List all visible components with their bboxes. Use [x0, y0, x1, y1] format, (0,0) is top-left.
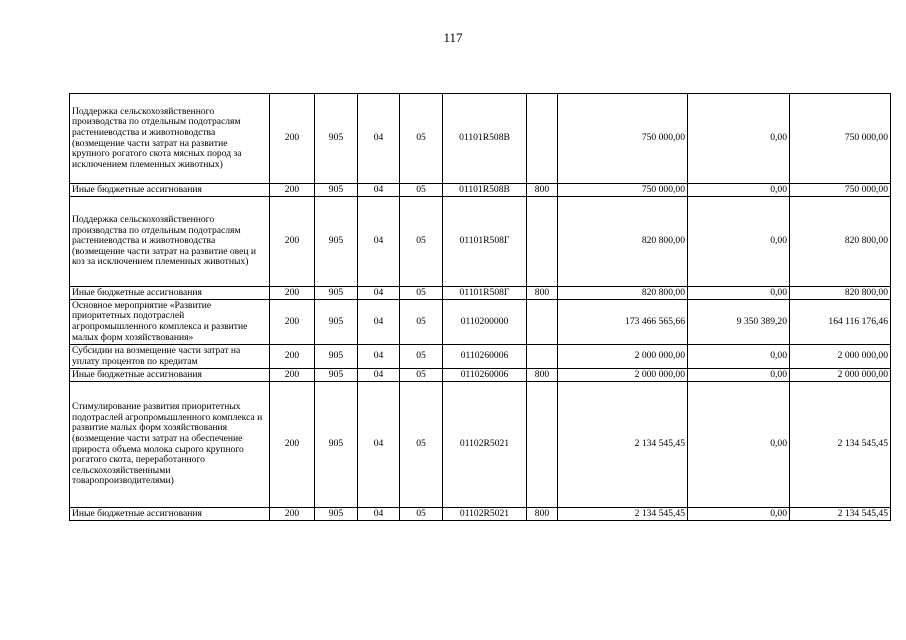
row-sum-1: 2 134 545,45: [558, 508, 688, 521]
row-sum-2: 0,00: [688, 382, 790, 508]
row-col-905: 905: [315, 300, 358, 345]
row-col-subsection: 05: [400, 369, 443, 382]
row-sum-3: 164 116 176,46: [790, 300, 891, 345]
row-sum-1: 2 000 000,00: [558, 345, 688, 369]
row-target-code: 0110200000: [443, 300, 527, 345]
row-sum-2: 0,00: [688, 197, 790, 287]
row-col-905: 905: [315, 345, 358, 369]
row-col-200: 200: [270, 508, 315, 521]
table-body: [70, 94, 891, 521]
row-target-code: 01101R508В: [443, 94, 527, 184]
row-col-section: 04: [358, 369, 400, 382]
row-target-code: 01101R508В: [443, 184, 527, 197]
row-sum-2: 0,00: [688, 345, 790, 369]
row-sum-2: 0,00: [688, 184, 790, 197]
row-col-section: 04: [358, 508, 400, 521]
row-col-905: 905: [315, 287, 358, 300]
row-sum-3: 2 000 000,00: [790, 345, 891, 369]
row-col-200: 200: [270, 382, 315, 508]
row-col-subsection: 05: [400, 287, 443, 300]
row-sum-3: 2 134 545,45: [790, 508, 891, 521]
row-target-code: 01101R508Г: [443, 287, 527, 300]
row-sum-2: 0,00: [688, 508, 790, 521]
row-expense-type: 800: [527, 287, 558, 300]
row-name: Иные бюджетные ассигнования: [70, 184, 270, 197]
row-expense-type: 800: [527, 508, 558, 521]
row-col-subsection: 05: [400, 184, 443, 197]
table-row: [70, 197, 891, 287]
row-sum-3: 750 000,00: [790, 94, 891, 184]
row-target-code: 01101R508Г: [443, 197, 527, 287]
row-name: Поддержка сельскохозяйственного производства по отдельным подотраслям растениеводства и животноводства (возмещение части затрат на развитие крупного рогатого скота мясных пород за исключением племенных животных): [70, 94, 270, 184]
row-col-200: 200: [270, 345, 315, 369]
row-col-905: 905: [315, 369, 358, 382]
row-expense-type: 800: [527, 184, 558, 197]
table-row: [70, 94, 891, 184]
row-col-200: 200: [270, 184, 315, 197]
row-sum-1: 820 800,00: [558, 197, 688, 287]
row-col-section: 04: [358, 345, 400, 369]
row-name: Поддержка сельскохозяйственного производства по отдельным подотраслям растениеводства и животноводства (возмещение части затрат на развитие овец и коз за исключением племенных животных): [70, 197, 270, 287]
row-expense-type: [527, 197, 558, 287]
row-col-section: 04: [358, 94, 400, 184]
row-col-905: 905: [315, 184, 358, 197]
table-row: [70, 184, 891, 197]
row-target-code: 01102R5021: [443, 382, 527, 508]
row-expense-type: [527, 345, 558, 369]
row-expense-type: [527, 382, 558, 508]
row-sum-2: 0,00: [688, 94, 790, 184]
row-sum-1: 2 000 000,00: [558, 369, 688, 382]
row-sum-3: 2 000 000,00: [790, 369, 891, 382]
row-sum-1: 750 000,00: [558, 94, 688, 184]
row-sum-3: 2 134 545,45: [790, 382, 891, 508]
page-number: 117: [443, 30, 463, 45]
row-col-905: 905: [315, 197, 358, 287]
table-row: [70, 287, 891, 300]
row-col-905: 905: [315, 94, 358, 184]
row-sum-3: 750 000,00: [790, 184, 891, 197]
row-target-code: 01102R5021: [443, 508, 527, 521]
row-col-subsection: 05: [400, 300, 443, 345]
row-col-subsection: 05: [400, 94, 443, 184]
table-row: [70, 382, 891, 508]
row-name: Основное мероприятие «Развитие приоритетных подотраслей агропромышленного комплекса и развитие малых форм хозяйствования»: [70, 300, 270, 345]
row-sum-3: 820 800,00: [790, 197, 891, 287]
row-expense-type: [527, 300, 558, 345]
row-sum-1: 2 134 545,45: [558, 382, 688, 508]
row-col-200: 200: [270, 300, 315, 345]
row-sum-2: 0,00: [688, 287, 790, 300]
row-sum-2: 9 350 389,20: [688, 300, 790, 345]
row-name: Иные бюджетные ассигнования: [70, 287, 270, 300]
row-col-905: 905: [315, 508, 358, 521]
row-col-905: 905: [315, 382, 358, 508]
row-expense-type: 800: [527, 369, 558, 382]
row-col-subsection: 05: [400, 508, 443, 521]
row-sum-1: 820 800,00: [558, 287, 688, 300]
table-row: [70, 345, 891, 369]
row-col-subsection: 05: [400, 197, 443, 287]
table-row: [70, 369, 891, 382]
row-name: Субсидии на возмещение части затрат на уплату процентов по кредитам: [70, 345, 270, 369]
row-col-subsection: 05: [400, 345, 443, 369]
row-col-200: 200: [270, 369, 315, 382]
table-row: [70, 508, 891, 521]
row-col-200: 200: [270, 287, 315, 300]
row-col-section: 04: [358, 184, 400, 197]
row-col-section: 04: [358, 382, 400, 508]
row-name: Иные бюджетные ассигнования: [70, 508, 270, 521]
row-name: Иные бюджетные ассигнования: [70, 369, 270, 382]
row-sum-3: 820 800,00: [790, 287, 891, 300]
row-sum-1: 173 466 565,66: [558, 300, 688, 345]
row-sum-2: 0,00: [688, 369, 790, 382]
budget-table: [69, 93, 891, 521]
row-target-code: 0110260006: [443, 345, 527, 369]
row-col-subsection: 05: [400, 382, 443, 508]
row-col-section: 04: [358, 300, 400, 345]
row-sum-1: 750 000,00: [558, 184, 688, 197]
row-col-200: 200: [270, 94, 315, 184]
row-col-section: 04: [358, 197, 400, 287]
row-col-200: 200: [270, 197, 315, 287]
row-expense-type: [527, 94, 558, 184]
row-name: Стимулирование развития приоритетных подотраслей агропромышленного комплекса и развитие малых форм хозяйствования (возмещение части затрат на обеспечение прироста объема молока сырого крупного рогатого скота, переработанного сельскохозяйственными товаропроизводителями): [70, 382, 270, 508]
table-row: [70, 300, 891, 345]
row-col-section: 04: [358, 287, 400, 300]
row-target-code: 0110260006: [443, 369, 527, 382]
